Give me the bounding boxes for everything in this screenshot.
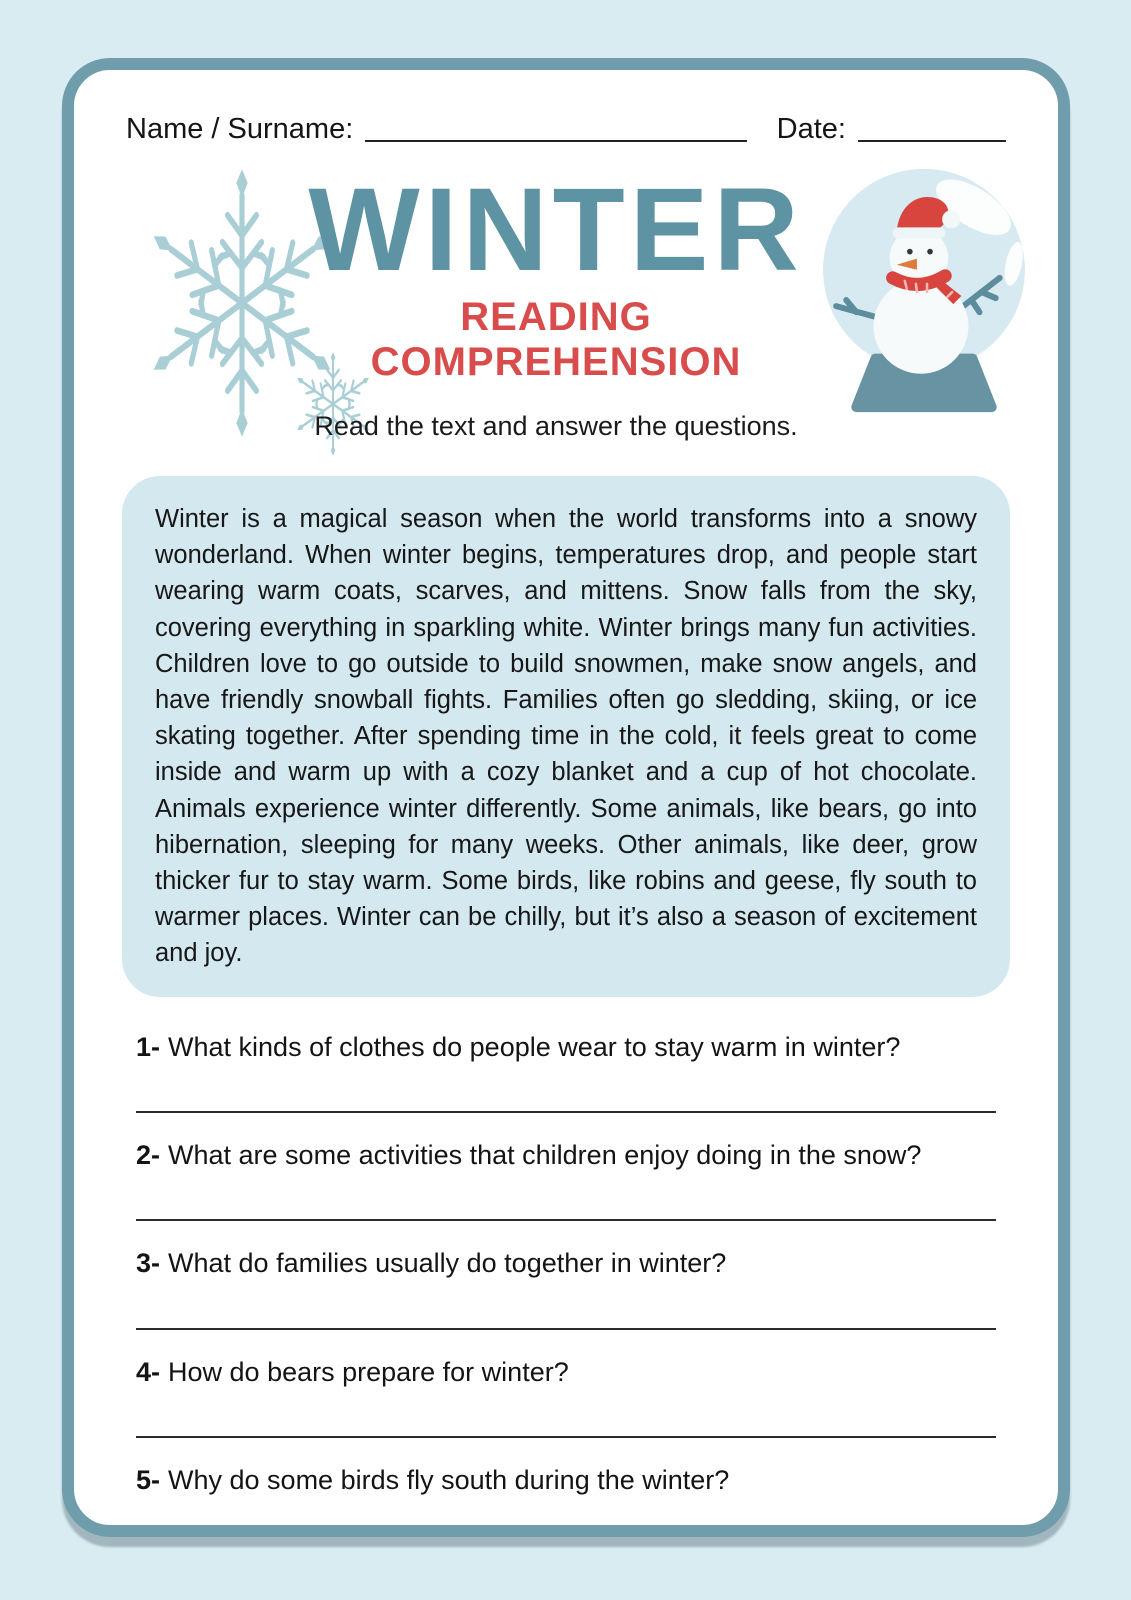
question-item-4 (136, 1356, 996, 1438)
answer-line-1[interactable] (136, 1091, 996, 1113)
question-label: What do families usually do together in winter? (168, 1248, 727, 1279)
question-number: 2- (136, 1140, 161, 1171)
reading-passage: Winter is a magical season when the world transforms into a snowy wonderland. When winter begins, temperatures drop, and people start wearing warm coats, scarves, and mittens. Snow falls from the sky, covering everything in sparkling white. Winter brings many fun activities. Children love to go outside to build snowmen, make snow angels, and have friendly snowball fights. Families often go sledding, skiing, or ice skating together. After spending time in the cold, it feels great to come inside and warm up with a cozy blanket and a cup of hot chocolate. Animals experience winter differently. Some animals, like bears, go into hibernation, sleeping for many weeks. Other animals, like deer, grow thicker fur to stay warm. Some birds, like robins and geese, fly south to warmer places. Winter can be chilly, but it’s also a season of excitement and joy. (122, 476, 1010, 997)
name-input-line[interactable] (365, 108, 746, 142)
title-section (122, 162, 1010, 454)
question-item-1 (136, 1031, 996, 1113)
title-block (292, 164, 820, 442)
answer-line-2[interactable] (136, 1199, 996, 1221)
page-title: WINTER (308, 164, 804, 296)
question-text (136, 1031, 996, 1063)
date-label: Date: (776, 113, 846, 145)
question-number: 5- (136, 1465, 161, 1496)
question-text (136, 1356, 996, 1388)
question-number: 1- (136, 1031, 161, 1062)
page-subtitle: READING COMPREHENSION (370, 295, 742, 385)
snow-globe-snowman-icon (820, 158, 1032, 426)
answer-line-4[interactable] (136, 1416, 996, 1438)
header-row (122, 108, 1010, 148)
question-item-5 (136, 1464, 996, 1537)
date-input-line[interactable] (858, 108, 1006, 142)
question-label: What kinds of clothes do people wear to stay warm in winter? (168, 1031, 901, 1062)
question-number: 3- (136, 1248, 161, 1279)
questions-list (122, 1031, 1010, 1537)
question-number: 4- (136, 1356, 161, 1387)
question-label: How do bears prepare for winter? (168, 1356, 569, 1387)
question-text (136, 1247, 996, 1279)
question-item-3 (136, 1247, 996, 1329)
answer-line-5[interactable] (136, 1525, 996, 1537)
name-label: Name / Surname: (126, 113, 354, 145)
worksheet-card (62, 58, 1070, 1537)
question-label: Why do some birds fly south during the winter? (168, 1465, 730, 1496)
question-text (136, 1464, 996, 1496)
question-text (136, 1139, 996, 1171)
answer-line-3[interactable] (136, 1308, 996, 1330)
instruction-text: Read the text and answer the questions. (314, 411, 798, 442)
question-item-2 (136, 1139, 996, 1221)
question-label: What are some activities that children enjoy doing in the snow? (168, 1140, 922, 1171)
